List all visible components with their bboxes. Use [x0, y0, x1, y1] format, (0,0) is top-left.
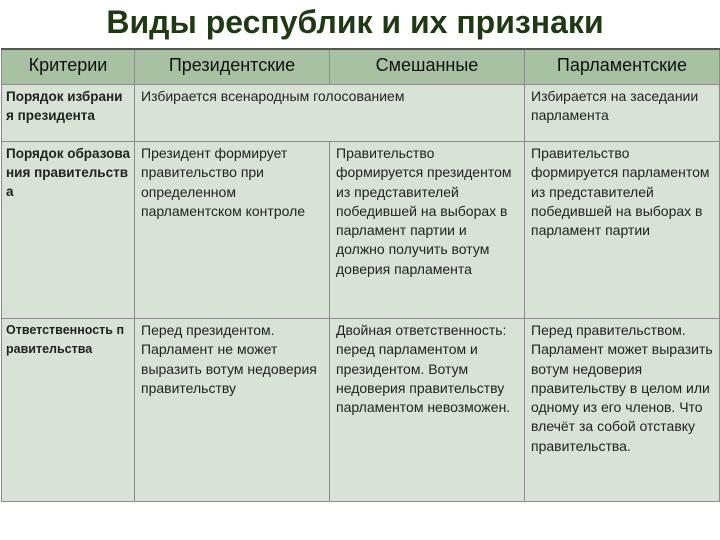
header-mixed: Смешанные [330, 49, 525, 85]
criterion-cell: Порядок избрания президента [2, 85, 135, 142]
mixed-cell: Правительство формируется президентом из представителей победившей на выборах в парламент партии и должно получить вотум доверия парламента [330, 142, 525, 319]
presidential-cell: Перед президентом. Парламент не может выразить вотум недоверия правительству [135, 319, 330, 502]
table-row [2, 85, 720, 142]
slide-title: Виды республик и их признаки [106, 4, 604, 40]
parliamentary-cell: Избирается на заседании парламента [525, 85, 720, 142]
criterion-cell: Порядок образования правительства [2, 142, 135, 319]
parliamentary-cell: Перед правительством. Парламент может выразить вотум недоверия правительству в целом или одному из его членов. Что влечёт за собой отставку правительства. [525, 319, 720, 502]
header-criteria: Критерии [2, 49, 135, 85]
header-presidential: Президентские [135, 49, 330, 85]
header-parliamentary: Парламентские [525, 49, 720, 85]
table-header-row [2, 49, 720, 85]
table-row [2, 142, 720, 319]
presidential-cell: Президент формирует правительство при определенном парламентском контроле [135, 142, 330, 319]
presidential-mixed-cell: Избирается всенародным голосованием [135, 85, 525, 142]
mixed-cell: Двойная ответственность: перед парламентом и президентом. Вотум недоверия правительству парламентом невозможен. [330, 319, 525, 502]
parliamentary-cell: Правительство формируется парламентом из представителей победившей на выборах в парламент партии [525, 142, 720, 319]
republics-table [1, 48, 720, 502]
criterion-cell: Ответственность правительства [2, 319, 135, 502]
table-row [2, 319, 720, 502]
